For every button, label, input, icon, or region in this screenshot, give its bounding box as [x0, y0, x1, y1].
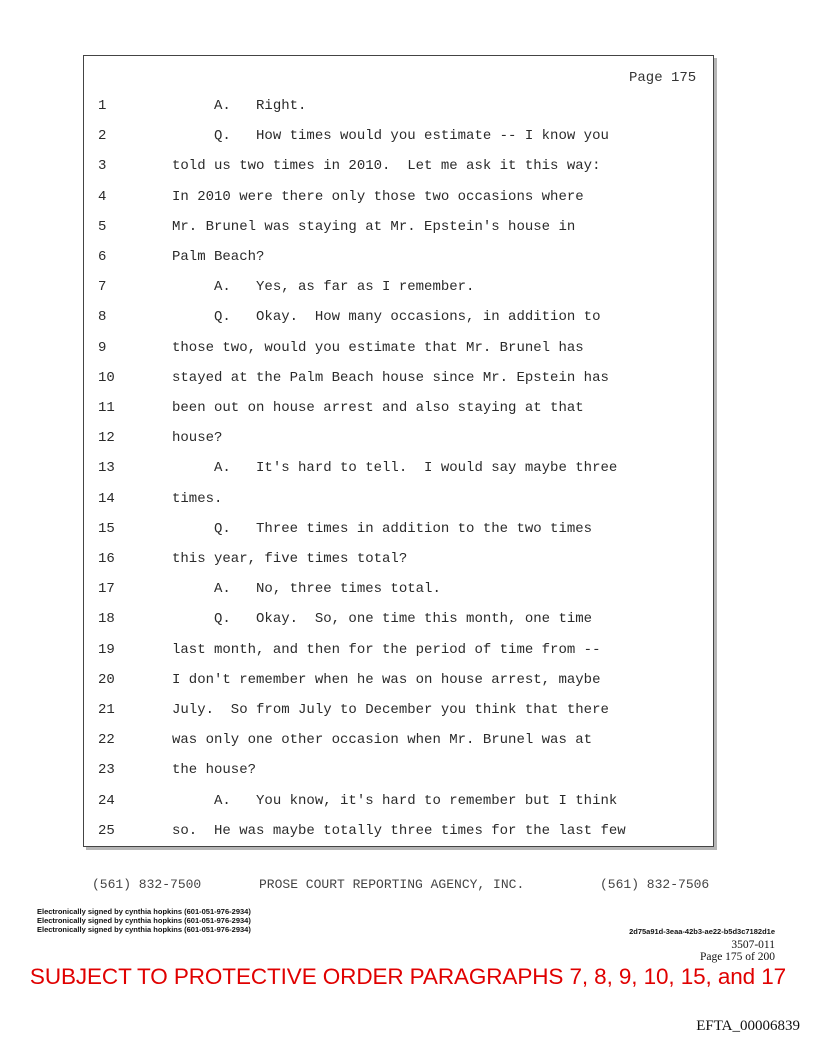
line-text: I don't remember when he was on house arrest, maybe [172, 671, 601, 688]
line-number: 6 [98, 249, 107, 265]
phone-left: (561) 832-7500 [92, 877, 202, 892]
line-number: 12 [98, 430, 115, 447]
transcript-line [0, 514, 816, 544]
transcript-line [0, 816, 816, 846]
line-number: 15 [98, 520, 115, 537]
line-text: was only one other occasion when Mr. Brunel was at [172, 732, 593, 749]
transcript-line [0, 755, 816, 785]
line-number: 25 [98, 822, 115, 839]
document-hash: 2d75a91d-3eaa-42b3-ae22-b5d3c7182d1e [629, 927, 775, 936]
transcript-line [0, 212, 816, 242]
line-number: 23 [98, 762, 115, 779]
page-of-total: Page 175 of 200 [699, 951, 775, 963]
transcript-line [0, 665, 816, 695]
line-text: told us two times in 2010. Let me ask it this way: [172, 158, 601, 175]
transcript-line [0, 423, 816, 453]
line-text: Mr. Brunel was staying at Mr. Epstein's house in [172, 218, 576, 235]
transcript-line [0, 574, 816, 604]
line-number: 5 [98, 218, 107, 235]
line-number: 4 [98, 188, 107, 205]
line-text: Q. Okay. So, one time this month, one time [172, 611, 593, 628]
line-text: July. So from July to December you think that there [172, 702, 609, 718]
line-text: A. Yes, as far as I remember. [172, 279, 475, 296]
transcript-line [0, 695, 816, 725]
signature-line: Electronically signed by cynthia hopkins (601-051-976-2934) [37, 916, 251, 925]
transcript-line [0, 121, 816, 151]
line-number: 14 [98, 490, 115, 507]
bates-number: EFTA_00006839 [696, 1018, 800, 1034]
line-text: A. You know, it's hard to remember but I think [172, 792, 618, 809]
line-number: 8 [98, 309, 107, 326]
phone-right: (561) 832-7506 [600, 877, 710, 892]
line-number: 19 [98, 641, 115, 658]
line-number: 9 [98, 339, 107, 356]
transcript-line [0, 453, 816, 483]
transcript-line [0, 484, 816, 514]
line-text: so. He was maybe totally three times for the last few [172, 822, 626, 839]
transcript-line [0, 363, 816, 393]
transcript-line [0, 604, 816, 634]
line-number: 20 [98, 671, 115, 688]
line-text: Q. Okay. How many occasions, in addition to [172, 309, 601, 326]
line-number: 11 [98, 400, 115, 416]
line-text: Palm Beach? [172, 249, 265, 265]
line-text: last month, and then for the period of time from -- [172, 641, 601, 658]
line-number: 1 [98, 98, 107, 114]
transcript-line [0, 635, 816, 665]
line-number: 3 [98, 158, 107, 175]
transcript-line [0, 333, 816, 363]
signature-line: Electronically signed by cynthia hopkins (601-051-976-2934) [37, 925, 251, 934]
line-text: stayed at the Palm Beach house since Mr. Epstein has [172, 369, 609, 386]
line-text: the house? [172, 762, 257, 779]
line-number: 7 [98, 279, 107, 296]
transcript-line [0, 182, 816, 212]
line-text: Q. Three times in addition to the two times [172, 520, 593, 537]
electronic-signatures [37, 907, 251, 934]
line-text: times. [172, 490, 223, 507]
transcript-line [0, 242, 816, 272]
line-number: 16 [98, 551, 115, 567]
exhibit-number: 3507-011 [731, 939, 775, 951]
transcript-line [0, 544, 816, 574]
transcript-line [0, 302, 816, 332]
line-number: 24 [98, 792, 115, 809]
transcript-line [0, 786, 816, 816]
page-number-label: Page 175 [629, 70, 697, 86]
line-text: house? [172, 430, 223, 447]
transcript-line [0, 393, 816, 423]
line-number: 10 [98, 369, 115, 386]
exhibit-info [600, 939, 775, 963]
line-number: 2 [98, 128, 107, 145]
line-text: A. No, three times total. [172, 581, 441, 598]
line-number: 13 [98, 460, 115, 477]
line-number: 21 [98, 702, 115, 718]
transcript-line [0, 725, 816, 755]
transcript-line [0, 272, 816, 302]
line-number: 17 [98, 581, 115, 598]
transcript-line [0, 151, 816, 181]
line-text: A. It's hard to tell. I would say maybe three [172, 460, 618, 477]
line-number: 18 [98, 611, 115, 628]
line-text: been out on house arrest and also staying at that [172, 400, 584, 416]
agency-name: PROSE COURT REPORTING AGENCY, INC. [259, 877, 525, 892]
line-text: Q. How times would you estimate -- I know you [172, 128, 609, 145]
line-text: A. Right. [172, 98, 307, 114]
protective-order-notice: SUBJECT TO PROTECTIVE ORDER PARAGRAPHS 7, 8, 9, 10, 15, and 17 [29, 964, 787, 989]
signature-line: Electronically signed by cynthia hopkins (601-051-976-2934) [37, 907, 251, 916]
line-number: 22 [98, 732, 115, 749]
transcript-line [0, 91, 816, 121]
line-text: In 2010 were there only those two occasions where [172, 188, 584, 205]
line-text: this year, five times total? [172, 551, 408, 567]
line-text: those two, would you estimate that Mr. Brunel has [172, 339, 584, 356]
